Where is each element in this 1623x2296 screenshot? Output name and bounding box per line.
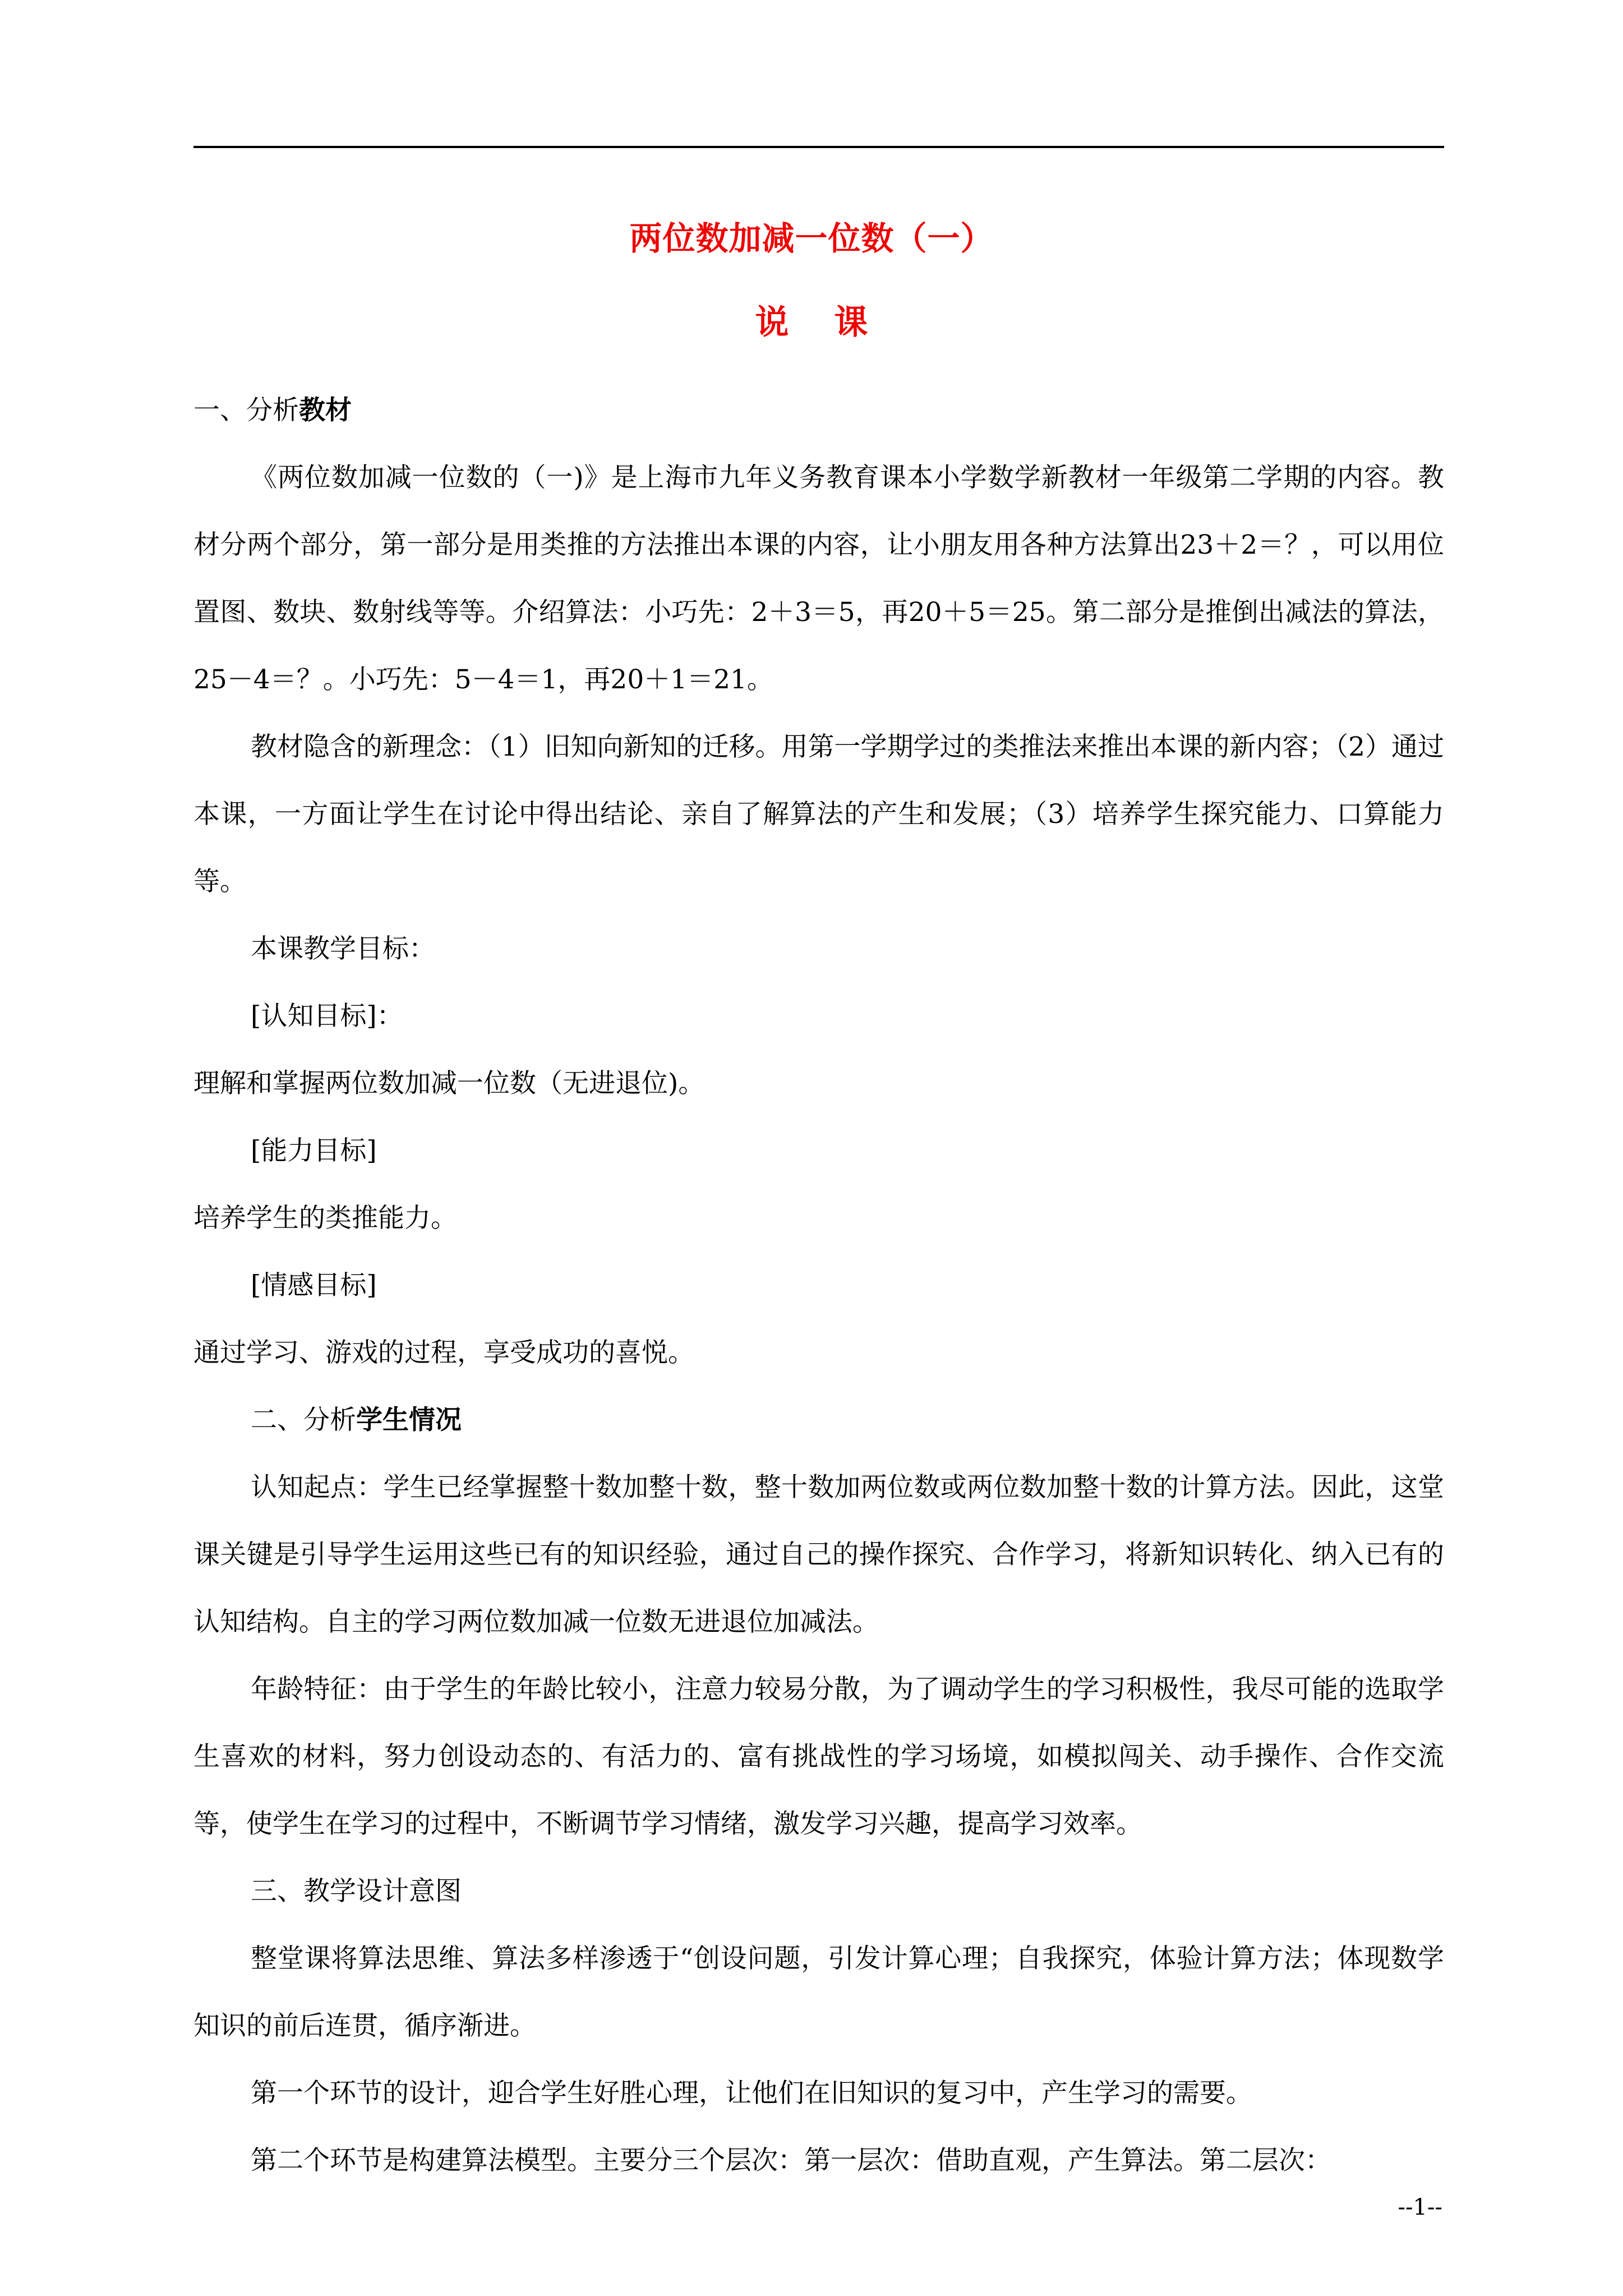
paragraph-design-overall: 整堂课将算法思维、算法多样渗透于“创设问题，引发计算心理；自我探究，体验计算方法；体现数学知识的前后连贯，循序渐进。 xyxy=(193,1943,1444,2041)
goal-emotion-text: 通过学习、游戏的过程，享受成功的喜悦。 xyxy=(193,1337,694,1368)
paragraph-design-step1: 第一个环节的设计，迎合学生好胜心理，让他们在旧知识的复习中，产生学习的需要。 xyxy=(251,2078,1252,2109)
section-heading-1-bold: 教材 xyxy=(299,395,352,426)
header-rule xyxy=(193,146,1444,148)
paragraph-design-step2: 第二个环节是构建算法模型。主要分三个层次：第一层次：借助直观，产生算法。第二层次： xyxy=(251,2145,1331,2176)
section-heading-2-bold: 学生情况 xyxy=(356,1405,462,1435)
section-heading-2 xyxy=(193,1387,1444,1454)
goal-cognitive-text: 理解和掌握两位数加减一位数（无进退位)。 xyxy=(193,1068,705,1099)
section-heading-3: 三、教学设计意图 xyxy=(251,1876,462,1907)
goal-emotion-label: [情感目标] xyxy=(251,1270,377,1301)
paragraph-age-features: 年龄特征：由于学生的年龄比较小，注意力较易分散，为了调动学生的学习积极性，我尽可能的选取学生喜欢的材料，努力创设动态的、有活力的、富有挑战性的学习场境，如模拟闯关、动手操作、合作交流等，使学生在学习的过程中，不断调节学习情绪，激发学习兴趣，提高学习效率。 xyxy=(193,1674,1444,1839)
paragraph-material-intro: 《两位数加减一位数的（一)》是上海市九年义务教育课本小学数学新教材一年级第二学期的内容。教材分两个部分，第一部分是用类推的方法推出本课的内容，让小朋友用各种方法算出23＋2＝？，可以用位置图、数块、数射线等等。介绍算法：小巧先：2＋3＝5，再20＋5＝25。第二部分是推倒出减法的算法，25－4＝？。小巧先：5－4＝1，再20＋1＝21。 xyxy=(193,462,1444,695)
section-heading-1-prefix: 一、分析 xyxy=(193,395,299,426)
goal-ability-label: [能力目标] xyxy=(251,1135,377,1166)
paragraph-material-concepts: 教材隐含的新理念：（1）旧知向新知的迁移。用第一学期学过的类推法来推出本课的新内容；（2）通过本课，一方面让学生在讨论中得出结论、亲自了解算法的产生和发展；（3）培养学生探究能力、口算能力等。 xyxy=(193,731,1444,897)
document-subtitle: 说 课 xyxy=(755,303,885,342)
paragraph-cognitive-start: 认知起点：学生已经掌握整十数加整十数，整十数加两位数或两位数加整十数的计算方法。因此，这堂课关键是引导学生运用这些已有的知识经验，通过自己的操作探究、合作学习，将新知识转化、纳入已有的认知结构。自主的学习两位数加减一位数无进退位加减法。 xyxy=(193,1472,1444,1637)
section-heading-2-prefix: 二、分析 xyxy=(251,1405,356,1435)
paragraph-goals-intro: 本课教学目标： xyxy=(251,933,435,964)
page-number: --1-- xyxy=(1398,2194,1442,2220)
document-title: 两位数加减一位数（一） xyxy=(629,219,994,257)
goal-cognitive-label: [认知目标]： xyxy=(251,1001,403,1032)
document-body xyxy=(193,377,1444,2194)
section-heading-1 xyxy=(193,377,1444,444)
goal-ability-text: 培养学生的类推能力。 xyxy=(193,1203,457,1234)
